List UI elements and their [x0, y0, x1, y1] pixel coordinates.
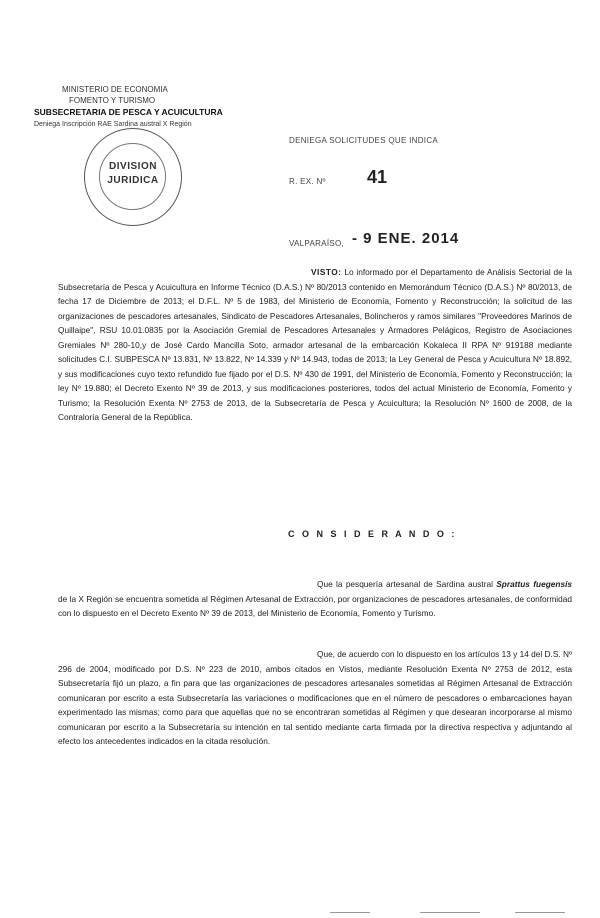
stamp-line-2: JURIDICA	[107, 175, 159, 186]
resolution-city: VALPARAÍSO,	[289, 239, 345, 248]
considerando-1-rest: de la X Región se encuentra sometida al Régimen Artesanal de Extracción, por organizaciones de pescadores artesanales, de conformidad con lo dispuesto en el Decreto Exento Nº 39 de 2013, del Ministerio de Economía, Fomento y Turismo.	[58, 593, 572, 618]
resolution-date: - 9 ENE. 2014	[352, 230, 460, 247]
resolution-number: 41	[367, 167, 388, 187]
considerando-2-lead: Que, de acuerdo con lo dispuesto en los artículos	[317, 649, 500, 659]
visto-label: VISTO:	[311, 267, 342, 277]
scan-mark	[330, 912, 370, 913]
considerando-2-rest: 13 y 14 del D.S. Nº 296 de 2004, modificado por D.S. Nº 223 de 2010, ambos citados en Vistos, mediante Resolución Exenta Nº 2753 de 2012, esta Subsecretaría fijó un plazo, a fin para que las organizaciones de pescadores artesanales sometidas al Régimen Artesanal de Extracción comunicaran por escrito a esta Subsecretaría las variaciones o modificaciones que en el número de pescadores o embarcaciones hayan experimentado las mismas; como para que aquellas que no se encontraran sometidas al Régimen y que desearan incorporarse al mismo comunicaran por escrito a la Subsecretaría su intención en tal sentido mediante carta firmada por la directiva respectiva y adjuntando al efecto los antecedentes indicados en la citada resolución.	[58, 649, 572, 746]
visto-text: Lo informado por el Departamento de Análisis Sectorial de la Subsecretaría de Pesca y Acuicultura en Informe Técnico (D.A.S.) Nº 80/2013 contenido en Memorándum Técnico (D.A.S.) Nº 80/2013, de fecha 17 de Diciembre de 2013; el D.F.L. Nº 5 de 1983, del Ministerio de Economía, Fomento y Reconstrucción; la solicitud de las organizaciones de pescadores artesanales, Sindicato de Pescadores Artesanales, Bolincheros y ramos similares "Proveedores Marinos de Quillaipe", RSU 10.01.0835 por la Asociación Gremial de Pescadores Artesanales y Armadores Pelágicos, Registro de Asociaciones Gremiales Nº 280-10,y de José Cardo Mancilla Soto, armador artesanal de la embarcación Kokaleca II RPA Nº 919188 mediante solicitudes C.I. SUBPESCA Nº 13.831, Nº 13.822, Nº 14.339 y Nº 14.943, todas de 2013; la Ley General de Pesca y Acuicultura Nº 18.892, y sus modificaciones cuyo texto refundido fue fijado por el D.S. Nº 430 de 1991, del Ministerio de Economía, Fomento y Reconstrucción; la ley Nº 19.880; el Decreto Exento Nº 39 de 2013, y sus modificaciones posteriores, todos del actual Ministerio de Economía, Fomento y Turismo; la Resolución Exenta Nº 2753 de 2013, de la Subsecretaría de Pesca y Acuicultura; la Resolución Nº 1600 de 2008, de la Contraloría General de la República.	[58, 267, 572, 422]
ministry-subname: FOMENTO Y TURISMO	[69, 96, 156, 105]
subsecretaria-name: SUBSECRETARIA DE PESCA Y ACUICULTURA	[34, 107, 223, 117]
considerando-paragraph-2	[58, 647, 572, 749]
resolution-number-label: R. EX. Nº	[289, 177, 326, 186]
considerando-heading: C O N S I D E R A N D O :	[288, 529, 457, 539]
stamp-line-1: DIVISION	[109, 161, 157, 172]
scan-mark	[420, 912, 480, 913]
considerando-paragraph-1	[58, 577, 572, 621]
division-juridica-stamp	[84, 128, 182, 226]
scan-mark	[515, 912, 565, 913]
resolution-subject: DENIEGA SOLICITUDES QUE INDICA	[289, 136, 439, 145]
document-reference: Deniega Inscripción RAE Sardina austral X Región	[34, 121, 192, 128]
ministry-name: MINISTERIO DE ECONOMIA	[62, 85, 168, 94]
species-name: Sprattus fuegensis	[496, 579, 572, 589]
considerando-1-lead: Que la pesquería artesanal de Sardina austral	[317, 579, 493, 589]
visto-paragraph	[58, 265, 572, 425]
